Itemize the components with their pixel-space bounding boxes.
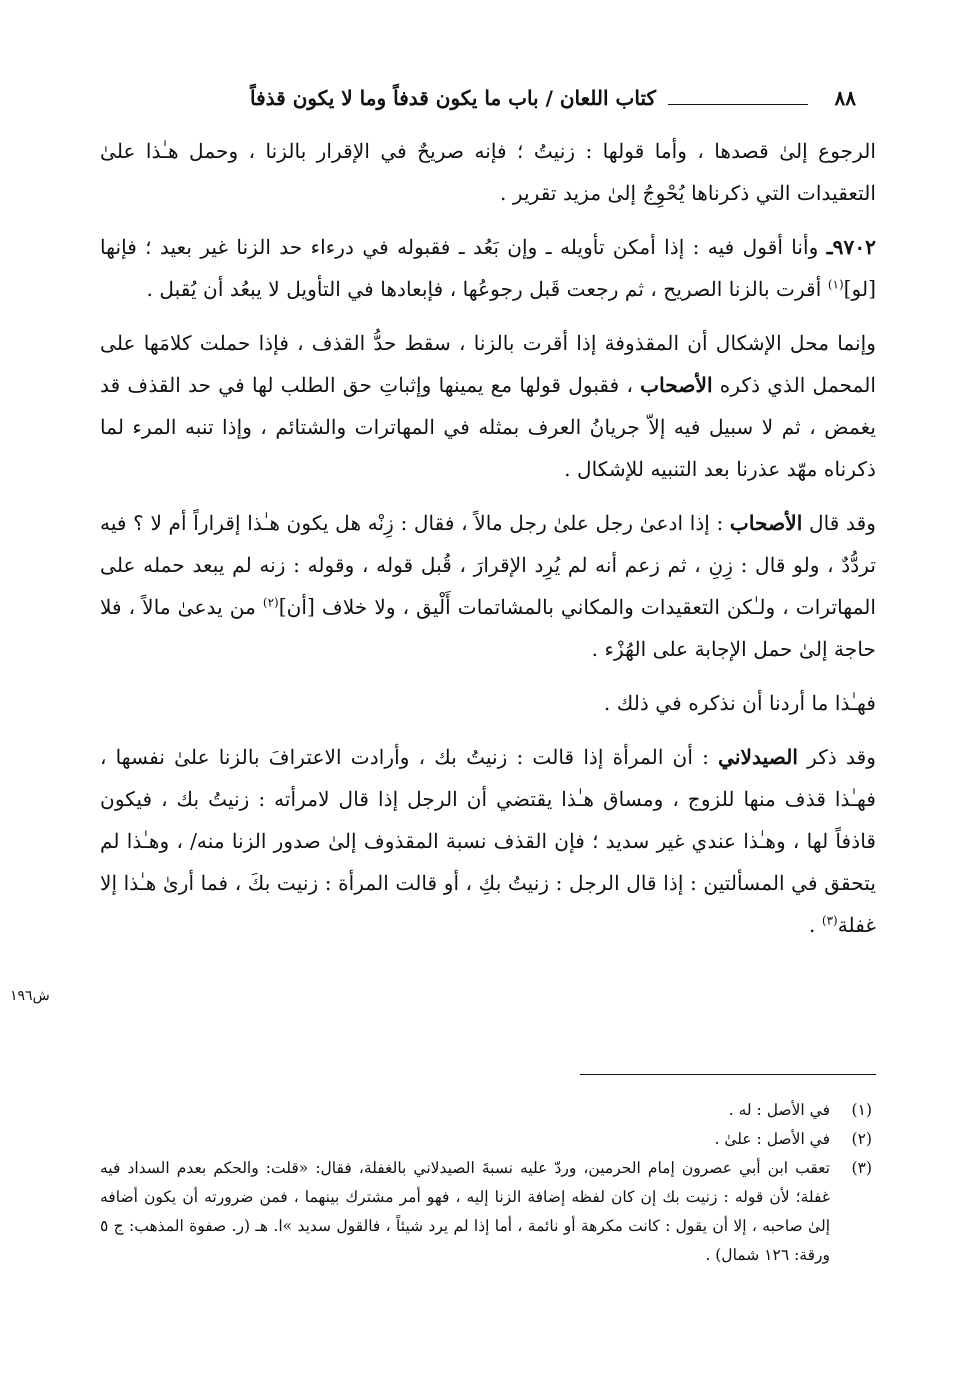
paragraph-6-text-b: : أن المرأة إذا قالت : زنيتُ بك ، وأرادت الاعترافَ بالزنا علىٰ نفسها ، فهـٰذا قذف منها للزوج ، ومساق هـٰذا يقتضي أن الرجل إذا قال لامرأته : زنيتُ بك ، فيكون قاذفاً لها ، وهـٰذا عندي غير سديد ؛ فإن القذف نسبة المقذوف إلىٰ صدور الزنا منه/ ، وهـٰذا لم يتحقق في المسألتين : إذا قال الرجل : زنيتُ بكِ ، أو قالت المرأة : زنيت بكَ ، فما أرىٰ هـٰذا إلا غفلة [100,745,876,937]
footnote-1-mark: (١) [851,1101,872,1119]
footnote-rule [580,1074,876,1075]
paragraph-4-text-b: : إذا ادعىٰ رجل علىٰ رجل مالاً ، فقال : زِنْه هل يكون هـٰذا إقراراً أم لا ؟ فيه تردُّدٌ ، ولو قال : زِنِ ، ثم زعم أنه لم يُرِد الإقرارَ ، قُبل قوله ، وقوله : زنه لم يبعد حمله على المهاترات ، ولـٰكن التعقيدات والمكاني بالمشاتمات أَلْيق ، ولا خلاف [أن] [100,511,876,619]
footnote-1-text: في الأصل : له . [728,1101,830,1119]
paragraph-4-text-c: من يدعىٰ مالاً ، فلا حاجة إلىٰ حمل الإجابة على الهُزْء . [100,595,876,661]
footnote-1 [100,1096,876,1125]
paragraph-5 [100,682,876,724]
header-rule [668,104,808,105]
footnote-ref-3: (٣) [821,913,838,928]
issue-number: ٩٧٠٢ـ [826,235,877,259]
paragraph-3-text-b: ، فقبول قولها مع يمينها وإثباتِ حق الطلب لها في حد القذف قد يغمض ، ثم لا سبيل فيه إلاّ جريانُ العرف بمثله في المهاترات والشتائم ، وإذا تنبه المرء لما ذكرناه مهّد عذرنا بعد التنبيه للإشكال . [100,373,876,481]
footnote-3-text: تعقب ابن أبي عصرون إمام الحرمين، وردّ عليه نسبةَ الصيدلاني بالغفلة، فقال: «قلت: والحكم بعدم السداد فيه غفلة؛ لأن قوله : زنيت بك إن كان لفظه إضافة الزنا إليه ، فهو أمر مشترك بينهما ، فمن ضرورته أن يكون أضافه إلىٰ صاحبه ، إلا أن يقول : كانت مكرهة أو نائمة ، أما إذا لم يرد شيئاً ، فالقول سديد »ا. هـ (ر. صفوة المذهب: ج ٥ ورقة: ١٢٦ شمال) . [100,1159,830,1264]
paragraph-4 [100,502,876,670]
footnote-3 [100,1154,876,1270]
header-title: كتاب اللعان / باب ما يكون قدفاً وما لا يكون قذفاً [250,86,656,110]
paragraph-6-text-c: . [809,913,822,937]
footnote-2-text: في الأصل : علىٰ . [714,1130,830,1148]
paragraph-1-text: الرجوع إلىٰ قصدها ، وأما قولها : زنيتُ ؛ فإنه صريحٌ في الإقرار بالزنا ، وحمل هـٰذا علىٰ التعقيدات التي ذكرناها يُحْوِجُ إلىٰ مزيد تقرير . [100,139,876,205]
term-ashab: الأصحاب [640,373,713,397]
footnote-3-mark: (٣) [851,1159,872,1177]
paragraph-3-text-a: وإنما محل الإشكال أن المقذوفة إذا أقرت بالزنا ، سقط حدُّ القذف ، فإذا حملت كلامَها على المحمل الذي ذكره [100,331,876,397]
paragraph-6 [100,736,876,946]
footnote-2-mark: (٢) [851,1130,872,1148]
footnote-ref-1: (١) [827,277,844,292]
running-header [100,86,856,120]
paragraph-6-text-a: وقد ذكر [798,745,877,769]
page-number: ٨٨ [834,86,856,110]
paragraph-3 [100,322,876,490]
paragraph-2 [100,226,876,310]
paragraph-2-text-b: أقرت بالزنا الصريح ، ثم رجعت قَبل رجوعُها ، فإبعادها في التأويل لا يبعُد أن يُقبل . [146,277,828,301]
main-text [100,130,876,946]
footnote-ref-2: (٢) [262,595,279,610]
manuscript-folio-note: ش١٩٦ [10,988,50,1004]
paragraph-5-text: فهـٰذا ما أردنا أن نذكره في ذلك . [603,691,876,715]
term-saydalani: الصيدلاني [718,745,798,769]
term-ashab-2: الأصحاب [729,511,803,535]
paragraph-1 [100,130,876,214]
paragraph-4-text-a: وقد قال [802,511,876,535]
paragraph-2-text-a: وأنا أقول فيه : إذا أمكن تأويله ـ وإن بَعُد ـ فقبوله في درءاء حد الزنا غير بعيد ؛ فإنها [لو] [100,235,876,301]
footnotes [100,1096,876,1270]
footnote-2 [100,1125,876,1154]
